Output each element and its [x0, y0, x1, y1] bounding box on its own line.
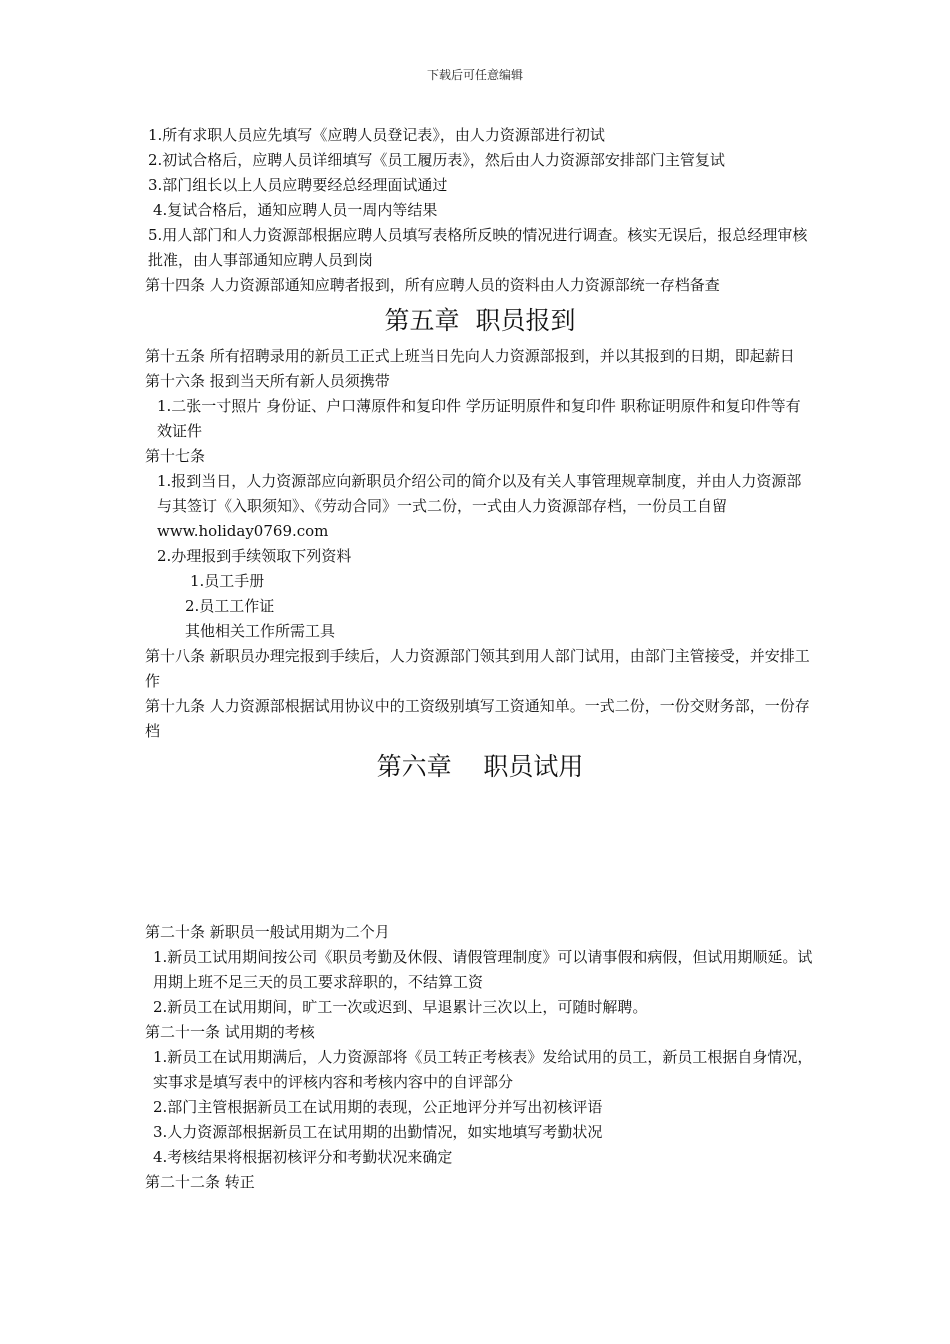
- blank-space: [145, 790, 815, 920]
- article-paragraph: 第十九条 人力资源部根据试用协议中的工资级别填写工资通知单。一式二份，一份交财务部，一份存档: [145, 697, 810, 740]
- paragraph: 2.部门主管根据新员工在试用期的表现，公正地评分并写出初核评语: [153, 1098, 603, 1116]
- paragraph: 5.用人部门和人力资源部根据应聘人员填写表格所反映的情况进行调查。核实无误后，报总经理审核批准，由人事部通知应聘人员到岗: [148, 226, 808, 269]
- paragraph: 2.新员工在试用期间，旷工一次或迟到、早退累计三次以上，可随时解聘。: [153, 998, 648, 1016]
- paragraph: 1.所有求职人员应先填写《应聘人员登记表》，由人力资源部进行初试: [148, 126, 605, 144]
- paragraph: 1.新员工试用期间按公司《职员考勤及休假、请假管理制度》可以请事假和病假，但试用期顺延。试用期上班不足三天的员工要求辞职的，不结算工资: [153, 948, 813, 991]
- paragraph: 4.考核结果将根据初核评分和考勤状况来确定: [153, 1148, 453, 1166]
- list-item: 其他相关工作所需工具: [185, 622, 336, 640]
- paragraph: 3.部门组长以上人员应聘要经总经理面试通过: [148, 176, 448, 194]
- list-item: 1.员工手册: [190, 572, 265, 590]
- article-paragraph: 第十六条 报到当天所有新人员须携带: [145, 372, 390, 390]
- chapter-heading: 第五章 职员报到: [384, 306, 576, 335]
- article-paragraph: 第十七条: [145, 447, 206, 465]
- paragraph: 2.办理报到手续领取下列资料: [157, 547, 352, 565]
- paragraph: 1.报到当日，人力资源部应向新职员介绍公司的简介以及有关人事管理规章制度，并由人力资源部与其签订《入职须知》、《劳动合同》一式二份，一式由人力资源部存档，一份员工自留 www.holiday0769.com: [157, 472, 802, 540]
- article-paragraph: 第二十一条 试用期的考核: [145, 1023, 315, 1041]
- page-header: 下载后可任意编辑: [426, 68, 523, 82]
- paragraph: 3.人力资源部根据新员工在试用期的出勤情况，如实地填写考勤状况: [153, 1123, 603, 1141]
- list-item: 2.员工工作证: [185, 597, 275, 615]
- article-paragraph: 第二十二条 转正: [145, 1173, 255, 1191]
- article-paragraph: 第十八条 新职员办理完报到手续后，人力资源部门领其到用人部门试用，由部门主管接受，并安排工作: [145, 647, 810, 690]
- paragraph: 2.初试合格后，应聘人员详细填写《员工履历表》，然后由人力资源部安排部门主管复试: [148, 151, 725, 169]
- article-paragraph: 第二十条 新职员一般试用期为二个月: [145, 923, 390, 941]
- document-body: [145, 123, 815, 1195]
- paragraph: 4.复试合格后，通知应聘人员一周内等结果: [153, 201, 438, 219]
- article-paragraph: 第十四条 人力资源部通知应聘者报到，所有应聘人员的资料由人力资源部统一存档备查: [145, 276, 720, 294]
- paragraph: 1.二张一寸照片 身份证、户口薄原件和复印件 学历证明原件和复印件 职称证明原件和复印件等有效证件: [157, 397, 801, 440]
- article-paragraph: 第十五条 所有招聘录用的新员工正式上班当日先向人力资源部报到，并以其报到的日期，即起薪日: [145, 347, 795, 365]
- paragraph: 1.新员工在试用期满后，人力资源部将《员工转正考核表》发给试用的员工，新员工根据自身情况，实事求是填写表中的评核内容和考核内容中的自评部分: [153, 1048, 813, 1091]
- chapter-heading: 第六章 职员试用: [376, 752, 584, 781]
